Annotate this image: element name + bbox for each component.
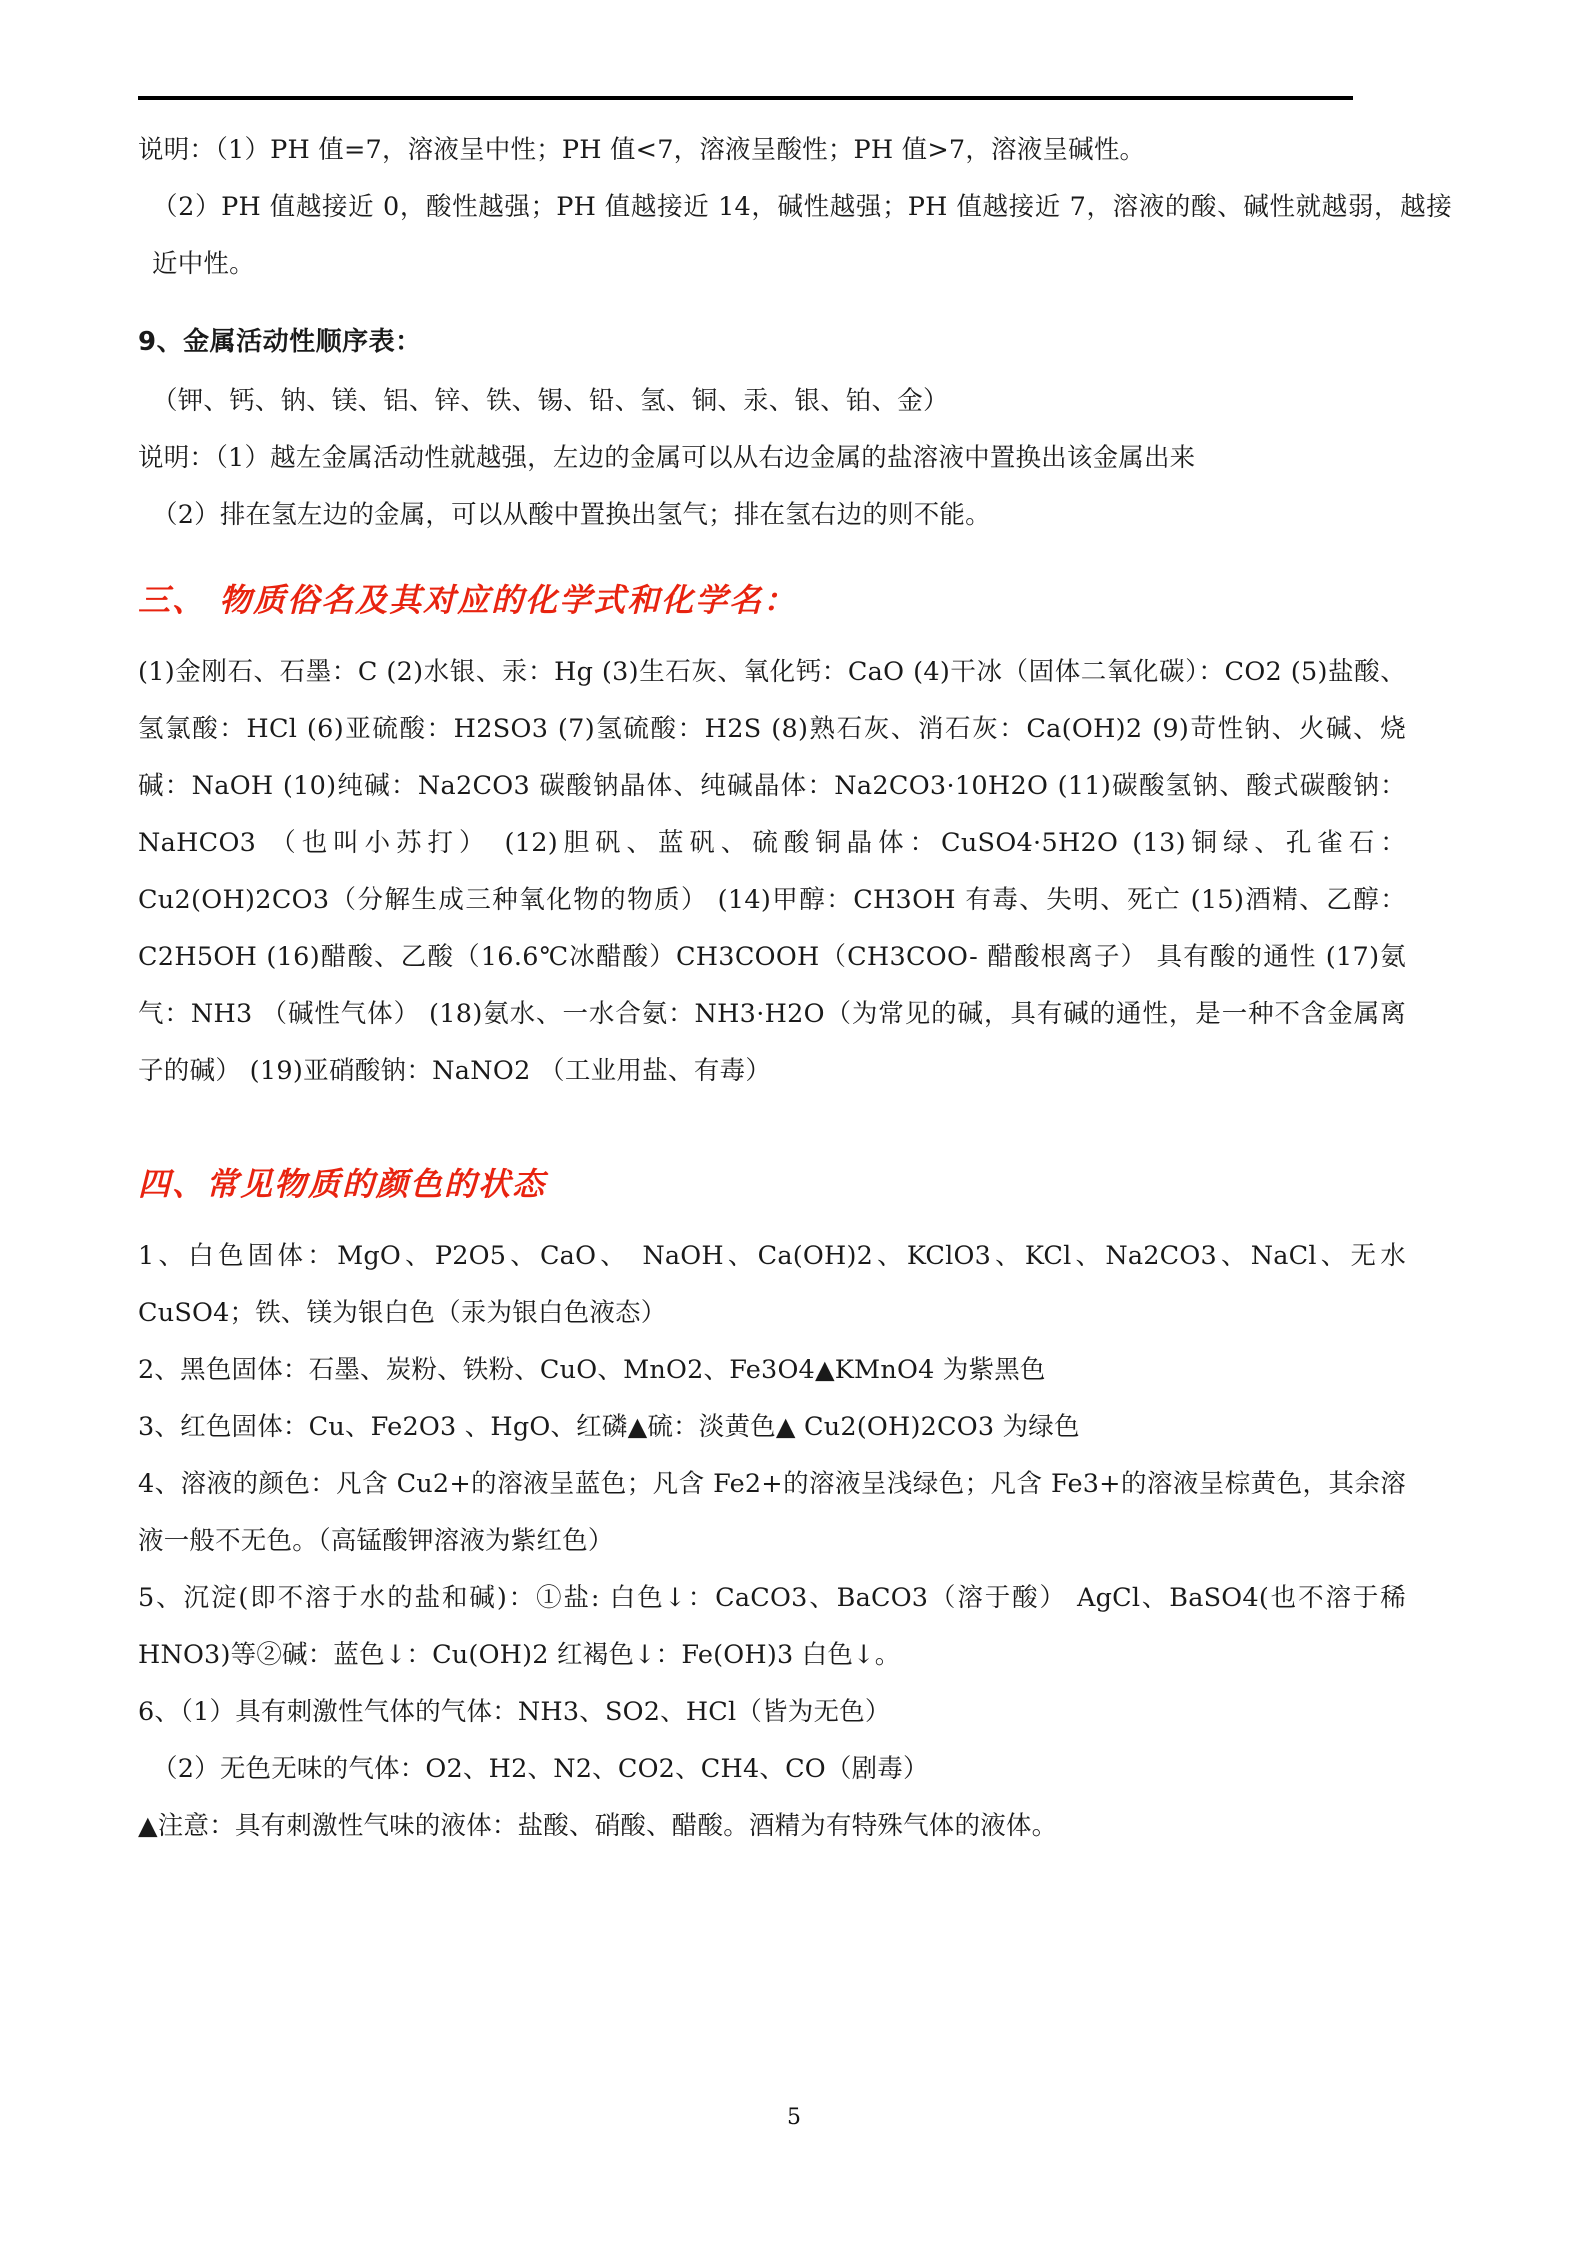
section-four-item-6: 6、（1）具有刺激性气体的气体：NH3、SO2、HCl（皆为无色） (138, 1697, 891, 1727)
metal-activity-note-2: （2）排在氢左边的金属，可以从酸中置换出氢气；排在氢右边的则不能。 (152, 500, 991, 530)
metal-activity-note-1: 说明：（1）越左金属活动性就越强，左边的金属可以从右边金属的盐溶液中置换出该金属出来 (138, 443, 1196, 473)
section-four-item-7: （2）无色无味的气体：O2、H2、N2、CO2、CH4、CO（剧毒） (152, 1754, 929, 1784)
ph-note-line-2: （2）PH 值越接近 0，酸性越强；PH 值越接近 14，碱性越强；PH 值越接近 7，溶液的酸、碱性就越弱，越接近中性。 (152, 192, 1452, 279)
section-four-item-2: 2、黑色固体：石墨、炭粉、铁粉、CuO、MnO2、Fe3O4▲KMnO4 为紫黑色 (138, 1355, 1046, 1385)
section-four-heading: 四、常见物质的颜色的状态 (138, 1165, 547, 1203)
section-three-heading: 三、 物质俗名及其对应的化学式和化学名： (138, 581, 798, 619)
section-four-item-4: 4、溶液的颜色：凡含 Cu2+的溶液呈蓝色；凡含 Fe2+的溶液呈浅绿色；凡含 Fe3+的溶液呈棕黄色，其余溶液一般不无色。（高锰酸钾溶液为紫红色） (138, 1469, 1406, 1556)
page-number: 5 (787, 2105, 801, 2130)
section-four-item-1: 1、白色固体：MgO、P2O5、CaO、 NaOH、Ca(OH)2、KClO3、KCl、Na2CO3、NaCl、无水 CuSO4；铁、镁为银白色（汞为银白色液态） (138, 1241, 1406, 1328)
header-divider (138, 96, 1353, 100)
section-four-item-5: 5、沉淀(即不溶于水的盐和碱)：①盐: 白色↓：CaCO3、BaCO3（溶于酸） AgCl、BaSO4(也不溶于稀 HNO3)等②碱：蓝色↓：Cu(OH)2 红褐色↓：Fe(OH)3 白色↓。 (138, 1583, 1406, 1670)
metal-activity-series: （钾、钙、钠、镁、铝、锌、铁、锡、铅、氢、铜、汞、银、铂、金） (152, 386, 949, 416)
page-content (138, 96, 1452, 1855)
metal-activity-heading: 9、金属活动性顺序表： (138, 327, 422, 357)
section-three-body: (1)金刚石、石墨：C (2)水银、汞：Hg (3)生石灰、氧化钙：CaO (4)干冰（固体二氧化碳）：CO2 (5)盐酸、氢氯酸：HCl (6)亚硫酸：H2SO3 (7)氢硫酸：H2S (8)熟石灰、消石灰：Ca(OH)2 (9)苛性钠、火碱、烧碱：NaOH (10)纯碱：Na2CO3 碳酸钠晶体、纯碱晶体：Na2CO3·10H2O (11)碳酸氢钠、酸式碳酸钠：NaHCO3 （也叫小苏打） (12)胆矾、蓝矾、硫酸铜晶体：CuSO4·5H2O (13)铜绿、孔雀石：Cu2(OH)2CO3（分解生成三种氧化物的物质） (14)甲醇：CH3OH 有毒、失明、死亡 (15)酒精、乙醇：C2H5OH (16)醋酸、乙酸（16.6℃冰醋酸）CH3COOH（CH3COO- 醋酸根离子） 具有酸的通性 (17)氨气：NH3 （碱性气体） (18)氨水、一水合氨：NH3·H2O（为常见的碱，具有碱的通性，是一种不含金属离子的碱） (19)亚硝酸钠：NaNO2 （工业用盐、有毒） (138, 657, 1406, 1086)
spacer (138, 293, 1438, 301)
section-four-item-8: ▲注意：具有刺激性气味的液体：盐酸、硝酸、醋酸。酒精为有特殊气体的液体。 (138, 1811, 1058, 1841)
ph-note-line-1: 说明：（1）PH 值=7，溶液呈中性；PH 值<7，溶液呈酸性；PH 值>7，溶液呈碱性。 (138, 135, 1146, 165)
section-four-item-3: 3、红色固体：Cu、Fe2O3 、HgO、红磷▲硫：淡黄色▲ Cu2(OH)2CO3 为绿色 (138, 1412, 1080, 1442)
